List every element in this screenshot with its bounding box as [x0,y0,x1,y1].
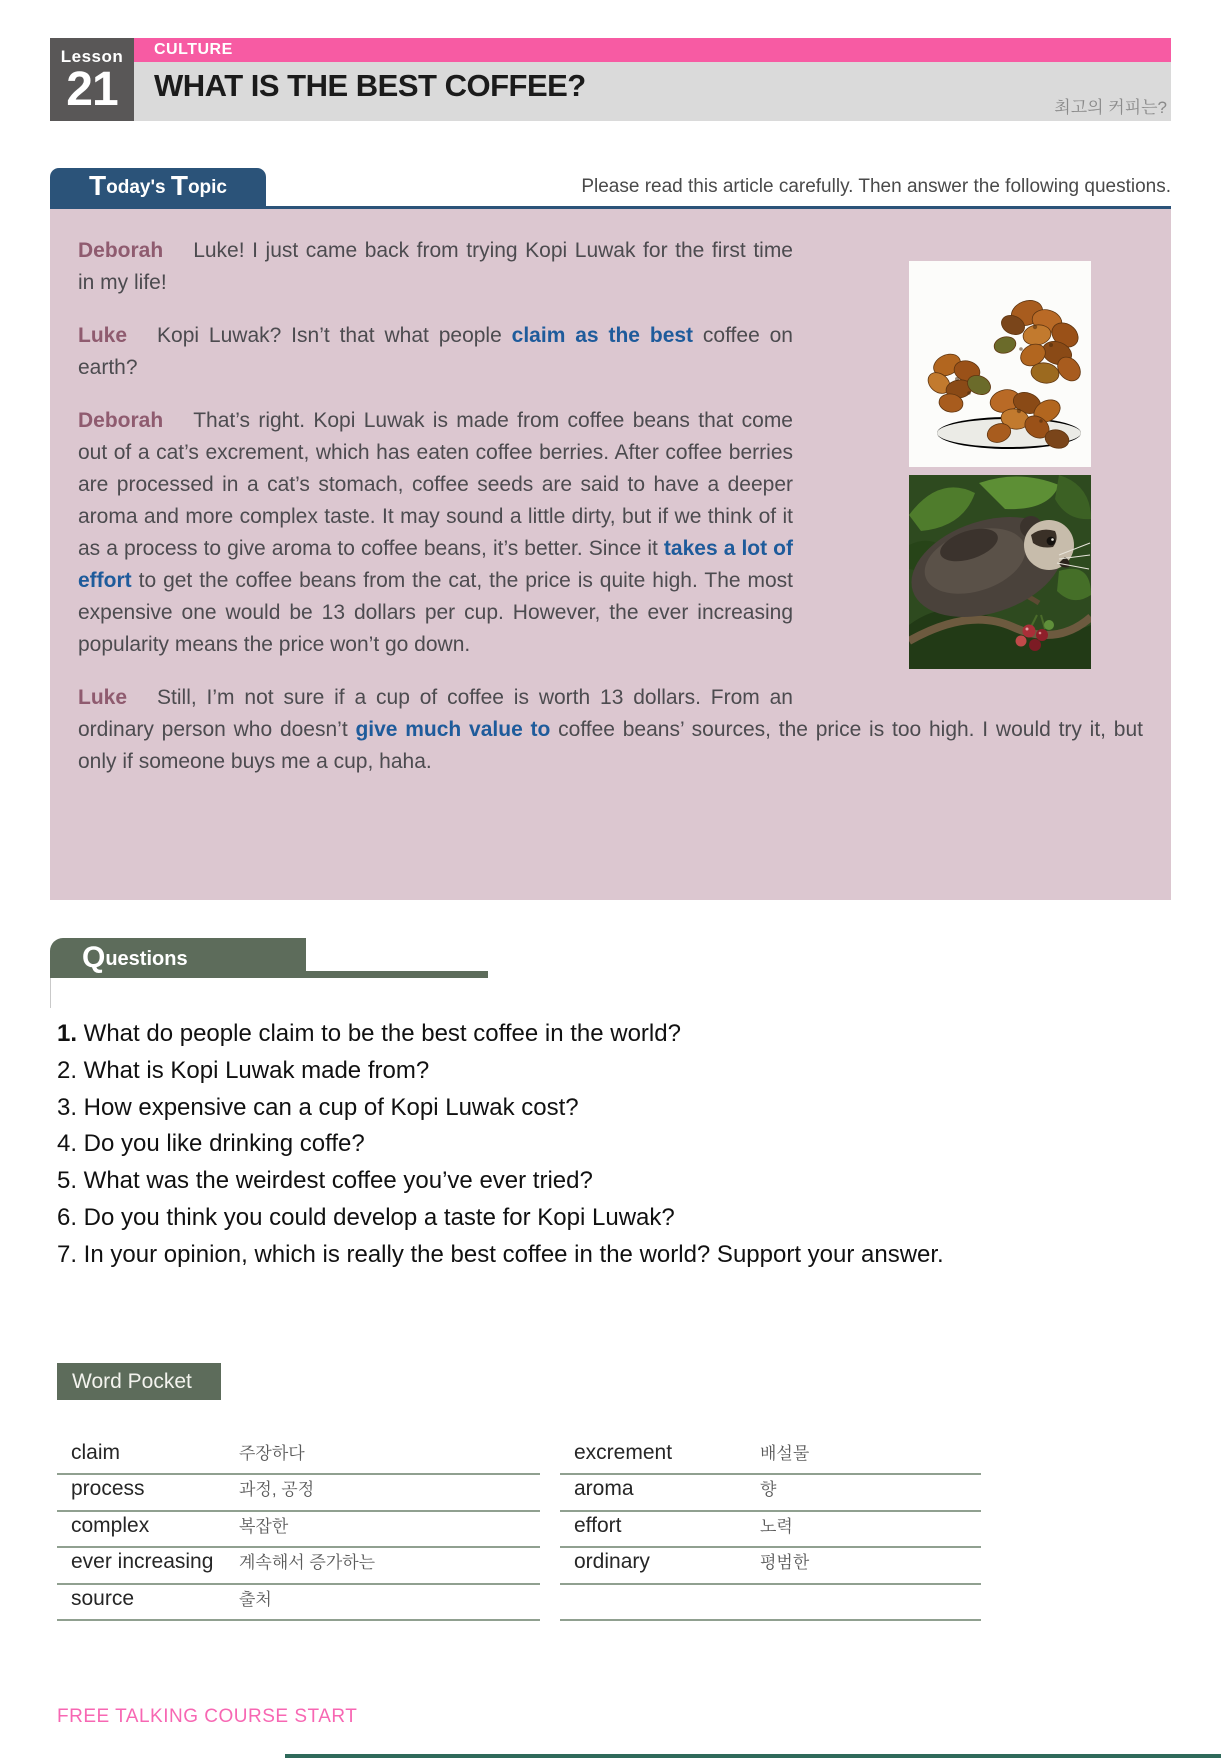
vocab-row [560,1548,981,1585]
topic-section [0,121,1221,900]
vocab-row [560,1439,981,1476]
question-text: What do people claim to be the best coffee in the world? [77,1020,681,1047]
topic-tab [50,168,266,206]
dialogue-text: That’s right. Kopi Luwak is made from coffee beans that come out of a cat’s excrement, which has eaten coffee berries. After coffee berries are processed in a cat’s stomach, coffee seeds are said to have a deeper aroma and more complex taste. It may sound a little dirty, but if we think of it as a process to give aroma to coffee beans, it’s better. Since it [78,409,793,560]
dialogue-paragraph [78,682,1143,778]
speaker-label: Luke [78,324,128,347]
questions-head [0,938,1221,1016]
subtitle-korean: 최고의 커피는? [1054,98,1167,117]
highlighted-phrase: claim as the best [511,324,694,347]
lesson-label: Lesson [60,47,124,66]
lesson-badge [50,38,134,121]
vocab-word: excrement [574,1440,673,1464]
question-item [57,1200,1171,1237]
vocab-row [57,1585,540,1622]
vocab-column [560,1439,981,1622]
vocab-meaning: 배설물 [760,1443,810,1463]
page-title: WHAT IS THE BEST COFFEE? [154,68,586,103]
vocab-row [57,1512,540,1549]
vocab-meaning: 계속해서 증가하는 [239,1553,376,1573]
vocab-row [57,1548,540,1585]
category-banner: CULTURE [134,38,1171,62]
question-item [57,1237,1171,1274]
question-number: 3. [57,1093,78,1121]
vocab-table [57,1439,1221,1622]
tab-initial: T [170,170,188,201]
question-number: 7. [57,1240,78,1268]
vocab-row [57,1475,540,1512]
vocab-meaning: 노력 [760,1516,793,1536]
tab-initial: Q [82,941,106,974]
photo-stack [909,261,1091,677]
question-item [57,1053,1171,1090]
tab-initial: T [89,170,107,201]
questions-list [57,1016,1171,1274]
question-item [57,1163,1171,1200]
vocab-meaning: 향 [760,1480,777,1500]
vocab-column [57,1439,540,1622]
dialogue-text: Kopi Luwak? Isn’t that what people [157,324,512,347]
question-item [57,1126,1171,1163]
questions-tab [50,938,306,978]
vocab-row [560,1475,981,1512]
vocab-word: ever increasing [71,1550,214,1574]
questions-tab-label: Questions [82,941,188,974]
question-item [57,1090,1171,1127]
vocab-word: process [71,1477,145,1501]
dialogue-text: coffee beans’ sources, the price is too high. I would try it, but only if someone buys me a cup, haha. [78,718,1143,773]
vocab-meaning: 과정, 공정 [239,1480,315,1500]
questions-left-rule [50,978,51,1008]
page-header [0,0,1221,121]
question-number: 5. [57,1167,78,1195]
dialogue-box [50,209,1171,900]
vocab-meaning: 평범한 [760,1553,810,1573]
page-bottom-bar [285,1754,1221,1758]
dialogue-text: coffee on earth? [78,324,793,379]
kopi-luwak-beans-photo [909,261,1091,467]
vocab-word: complex [71,1513,150,1537]
vocab-meaning: 출처 [239,1589,272,1609]
questions-section [0,938,1221,1274]
questions-underline [306,971,488,978]
vocab-word: effort [574,1513,622,1537]
vocab-meaning: 주장하다 [239,1443,305,1463]
speaker-label: Luke [78,686,128,709]
question-number: 1. [57,1020,78,1047]
word-pocket-section [0,1363,1221,1622]
civet-cat-photo [909,475,1091,669]
vocab-word: claim [71,1440,121,1464]
vocab-word: aroma [574,1477,634,1501]
question-text: What was the weirdest coffee you’ve ever tried? [77,1167,593,1195]
vocab-meaning: 복잡한 [239,1516,289,1536]
highlighted-phrase: takes a lot of effort [78,537,793,592]
vocab-row [560,1585,981,1622]
topic-head [0,121,1221,206]
dialogue-text: Luke! I just came back from trying Kopi Luwak for the first time in my life! [78,239,793,294]
vocab-row [560,1512,981,1549]
topic-tab-label: Today's Topic [89,170,227,201]
question-text: How expensive can a cup of Kopi Luwak cost? [77,1093,579,1121]
header-banners [134,38,1171,121]
speaker-label: Deborah [78,409,164,432]
question-number: 2. [57,1056,78,1084]
title-banner [134,62,1171,121]
word-pocket-tab: Word Pocket [57,1363,221,1400]
question-item [57,1016,1171,1053]
dialogue-text: to get the coffee beans from the cat, the price is quite high. The most expensive one would be 13 dollars per cup. However, the ever increasing popularity means the price won’t go down. [78,569,793,656]
question-number: 4. [57,1130,78,1158]
question-text: In your opinion, which is really the best coffee in the world? Support your answer. [77,1240,944,1268]
question-text: Do you like drinking coffe? [77,1130,365,1158]
highlighted-phrase: give much value to [355,718,551,741]
footer-course-label: FREE TALKING COURSE START [57,1706,358,1727]
question-text: What is Kopi Luwak made from? [77,1056,430,1084]
instruction-text: Please read this article carefully. Then answer the following questions. [581,176,1171,197]
question-text: Do you think you could develop a taste for Kopi Luwak? [77,1203,675,1231]
vocab-word: ordinary [574,1550,650,1574]
vocab-row [57,1439,540,1476]
vocab-word: source [71,1586,135,1610]
speaker-label: Deborah [78,239,164,262]
lesson-number: 21 [66,63,118,116]
question-number: 6. [57,1203,78,1231]
dialogue-text: Still, I’m not sure if a cup of coffee is worth 13 dollars. From an ordinary person who doesn’t [78,686,793,741]
